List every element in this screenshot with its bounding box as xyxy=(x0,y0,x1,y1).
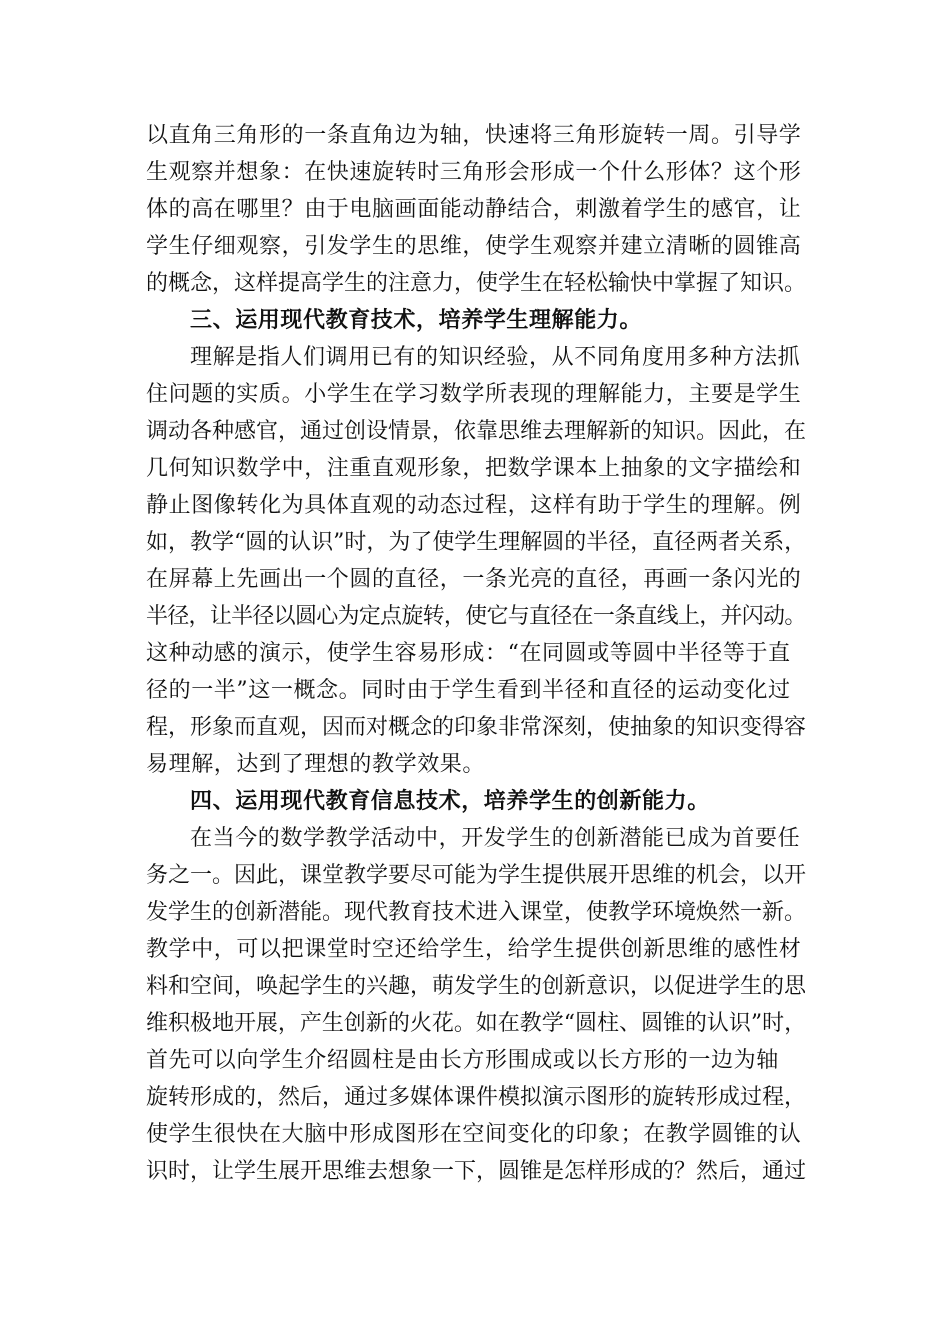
section-heading: 四、运用现代教育信息技术，培养学生的创新能力。 xyxy=(190,788,710,814)
paragraph-line: 住问题的实质。小学生在学习数学所表现的理解能力，主要是学生 xyxy=(146,382,802,407)
paragraph-line: 调动各种感官，通过创设情景，依靠思维去理解新的知识。因此，在 xyxy=(146,419,807,444)
paragraph-first-line: 在当今的数学教学活动中，开发学生的创新潜能已成为首要任 xyxy=(190,826,801,851)
paragraph-line: 旋转形成的，然后，通过多媒体课件模拟演示图形的旋转形成过程， xyxy=(146,1085,807,1110)
paragraph-line: 这种动感的演示，使学生容易形成：“在同圆或等圆中半径等于直 xyxy=(146,641,791,666)
paragraph-line: 学生仔细观察，引发学生的思维，使学生观察并建立清晰的圆锥高 xyxy=(146,234,802,259)
paragraph-line: 料和空间，唤起学生的兴趣，萌发学生的创新意识，以促进学生的思 xyxy=(146,974,807,999)
section-heading: 三、运用现代教育技术，培养学生理解能力。 xyxy=(190,307,643,333)
paragraph-line: 使学生很快在大脑中形成图形在空间变化的印象；在教学圆锥的认 xyxy=(146,1122,802,1147)
paragraph-line: 务之一。因此，课堂教学要尽可能为学生提供展开思维的机会，以开 xyxy=(146,863,807,888)
document-body xyxy=(146,117,806,1190)
paragraph-line: 生观察并想象：在快速旋转时三角形会形成一个什么形体？这个形 xyxy=(146,160,802,185)
paragraph-line: 的概念，这样提高学生的注意力，使学生在轻松输快中掌握了知识。 xyxy=(146,271,807,296)
paragraph-line: 几何知识数学中，注重直观形象，把数学课本上抽象的文字描绘和 xyxy=(146,456,802,481)
paragraph-line: 识时，让学生展开思维去想象一下，圆锥是怎样形成的？然后，通过 xyxy=(146,1159,807,1184)
paragraph-line: 半径，让半径以圆心为定点旋转，使它与直径在一条直线上，并闪动。 xyxy=(146,604,806,629)
paragraph-first-line: 理解是指人们调用已有的知识经验，从不同角度用多种方法抓 xyxy=(190,345,801,370)
paragraph-line: 径的一半”这一概念。同时由于学生看到半径和直径的运动变化过 xyxy=(146,678,791,703)
paragraph-line: 体的高在哪里？由于电脑画面能动静结合，刺激着学生的感官，让 xyxy=(146,197,802,222)
paragraph-line: 易理解，达到了理想的教学效果。 xyxy=(146,752,486,777)
paragraph-line: 程，形象而直观，因而对概念的印象非常深刻，使抽象的知识变得容 xyxy=(146,715,807,740)
paragraph-line: 维积极地开展，产生创新的火花。如在教学“圆柱、圆锥的认识”时， xyxy=(146,1011,807,1036)
paragraph-line: 发学生的创新潜能。现代教育技术进入课堂，使教学环境焕然一新。 xyxy=(146,900,807,925)
paragraph-line: 静止图像转化为具体直观的动态过程，这样有助于学生的理解。例 xyxy=(146,493,802,518)
paragraph-line: 以直角三角形的一条直角边为轴，快速将三角形旋转一周。引导学 xyxy=(146,123,802,148)
paragraph-line: 首先可以向学生介绍圆柱是由长方形围成或以长方形的一边为轴 xyxy=(146,1048,779,1073)
paragraph-line: 在屏幕上先画出一个圆的直径，一条光亮的直径，再画一条闪光的 xyxy=(146,567,802,592)
paragraph-line: 教学中，可以把课堂时空还给学生，给学生提供创新思维的感性材 xyxy=(146,937,802,962)
paragraph-line: 如，教学“圆的认识”时，为了使学生理解圆的半径，直径两者关系， xyxy=(146,530,807,555)
